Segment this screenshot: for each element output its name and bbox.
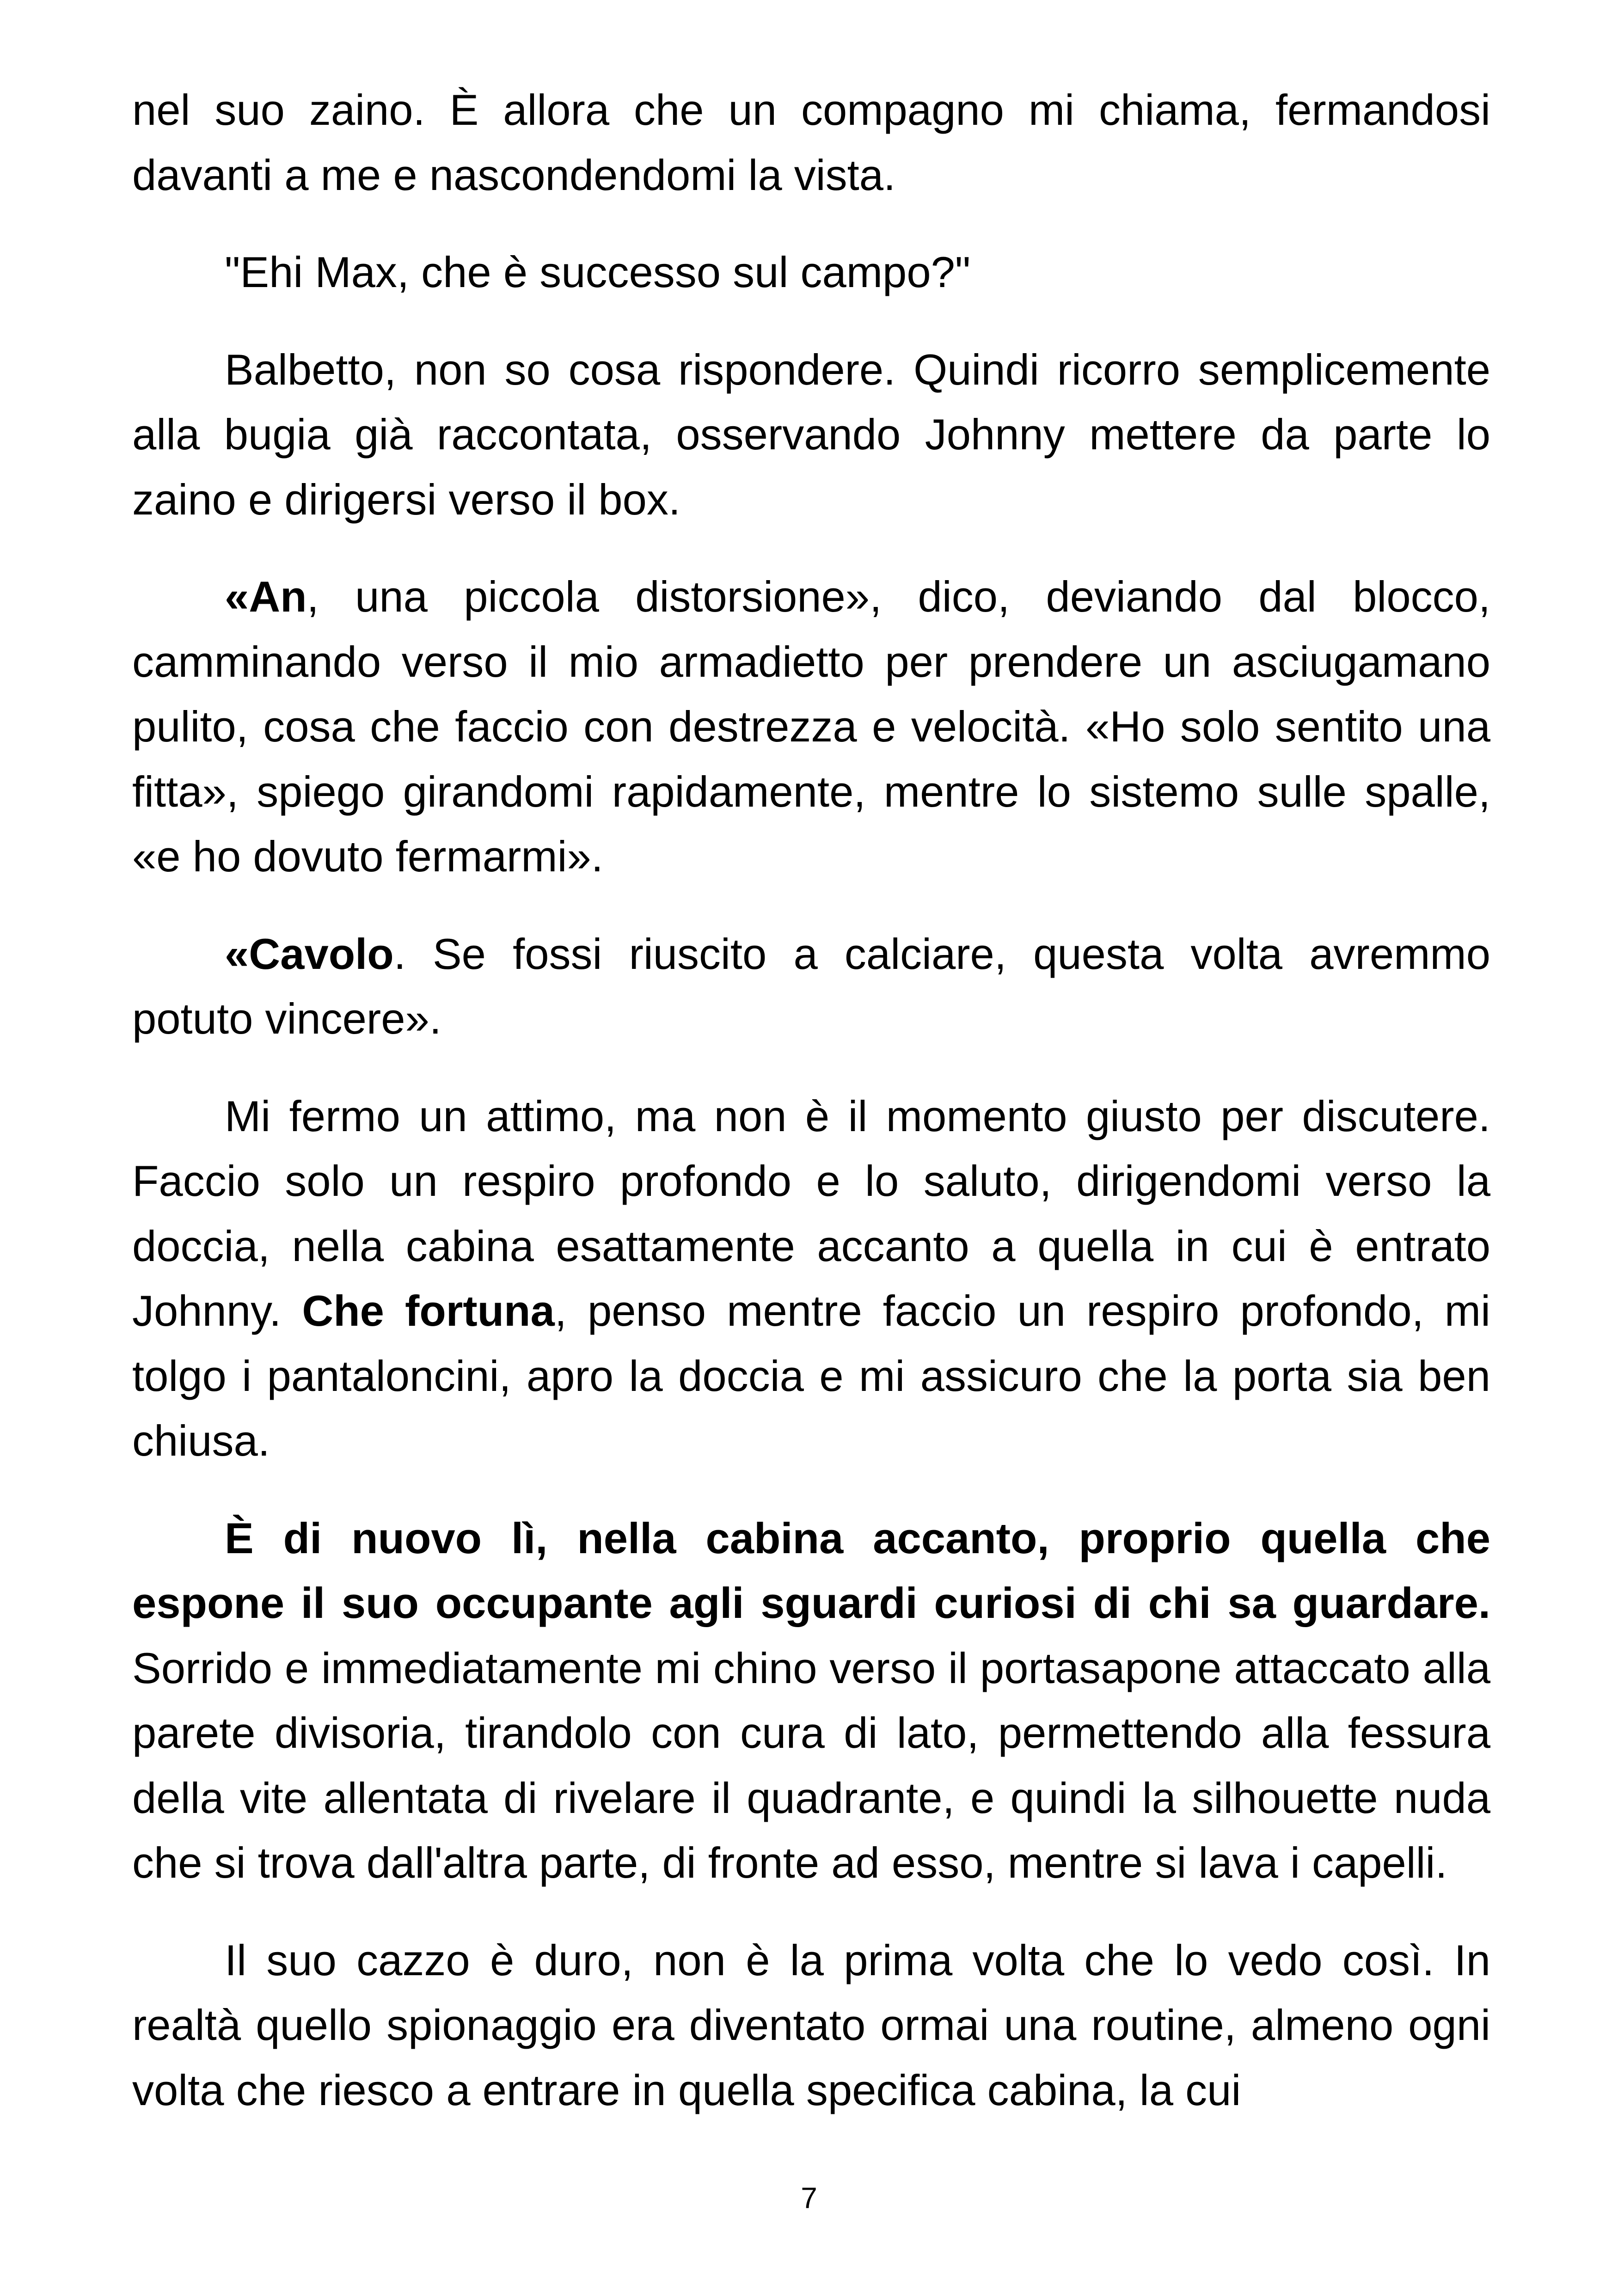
- bold-text-segment: «An: [225, 572, 307, 621]
- paragraph: [132, 337, 1490, 533]
- paragraph: [132, 1084, 1490, 1474]
- paragraph: [132, 564, 1490, 889]
- paragraph: [132, 1928, 1490, 2123]
- text-segment: , una piccola distorsione», dico, deviando dal blocco, camminando verso il mio armadietto per prendere un asciugamano pulito, cosa che faccio con destrezza e velocità. «Ho solo sentito una fitta», spiego girandomi rapidamente, mentre lo sistemo sulle spalle, «e ho dovuto fermarmi».: [132, 572, 1490, 881]
- text-segment: "Ehi Max, che è successo sul campo?": [225, 248, 971, 296]
- text-segment: . Se fossi riuscito a calciare, questa volta avremmo potuto vincere».: [132, 929, 1490, 1043]
- paragraph: [132, 78, 1490, 208]
- bold-text-segment: «Cavolo: [225, 929, 394, 978]
- paragraph: [132, 1506, 1490, 1896]
- text-segment: nel suo zaino. È allora che un compagno mi chiama, fermandosi davanti a me e nascondendomi la vista.: [132, 86, 1490, 199]
- paragraph: [132, 922, 1490, 1052]
- bold-text-segment: È di nuovo lì, nella cabina accanto, proprio quella che espone il suo occupante agli sguardi curiosi di chi sa guardare.: [132, 1513, 1490, 1627]
- text-segment: , penso mentre faccio un respiro profondo, mi tolgo i pantaloncini, apro la doccia e mi assicuro che la porta sia ben chiusa.: [132, 1286, 1490, 1465]
- page-body: [132, 78, 1490, 2155]
- bold-text-segment: Che fortuna: [302, 1286, 555, 1335]
- paragraph: [132, 240, 1490, 305]
- text-segment: Balbetto, non so cosa rispondere. Quindi ricorro semplicemente alla bugia già raccontata, osservando Johnny mettere da parte lo zaino e dirigersi verso il box.: [132, 345, 1490, 524]
- page-number: 7: [801, 2181, 817, 2215]
- text-segment: Sorrido e immediatamente mi chino verso il portasapone attaccato alla parete divisoria, tirandolo con cura di lato, permettendo alla fessura della vite allentata di rivelare il quadrante, e quindi la silhouette nuda che si trova dall'altra parte, di fronte ad esso, mentre si lava i capelli.: [132, 1643, 1490, 1887]
- text-segment: Il suo cazzo è duro, non è la prima volta che lo vedo così. In realtà quello spionaggio era diventato ormai una routine, almeno ogni volta che riesco a entrare in quella specifica cabina, la cui: [132, 1935, 1490, 2114]
- text-segment: Mi fermo un attimo, ma non è il momento giusto per discutere. Faccio solo un respiro profondo e lo saluto, dirigendomi verso la doccia, nella cabina esattamente accanto a quella in cui è entrato Johnny.: [132, 1091, 1490, 1335]
